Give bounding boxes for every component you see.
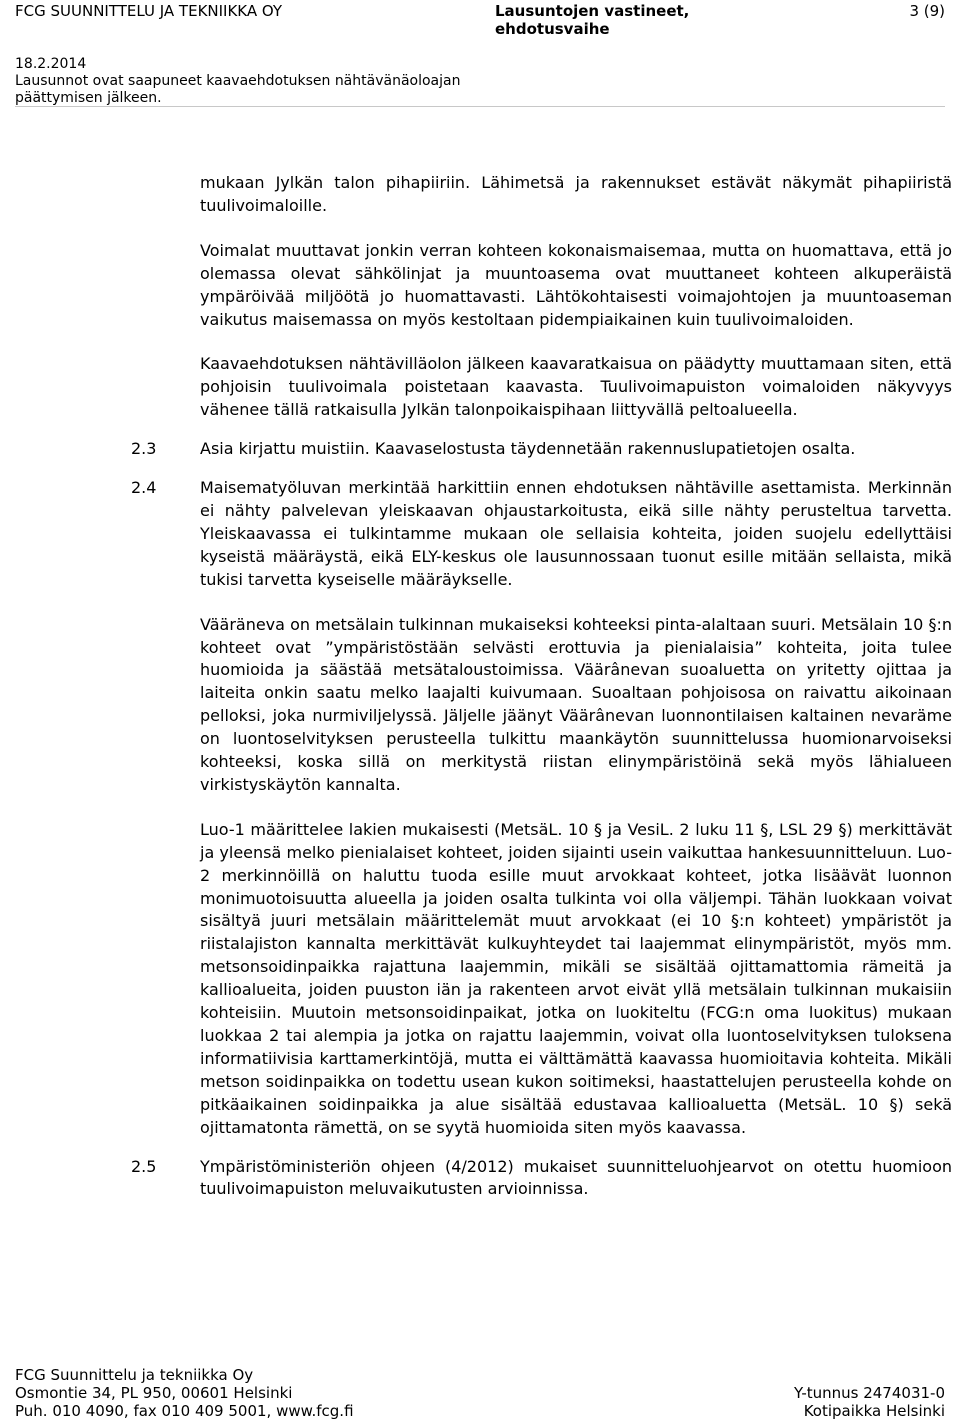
footer-contact: Puh. 010 4090, fax 010 409 5001, www.fcg.fi [15,1402,354,1420]
page-footer [15,1366,945,1420]
footer-company: FCG Suunnittelu ja tekniikka Oy [15,1366,254,1384]
header-note: Lausunnot ovat saapuneet kaavaehdotuksen nähtävänäoloajan päättymisen jälkeen. [15,73,461,106]
paragraph: Vääräneva on metsälain tulkinnan mukaiseksi kohteeksi pinta-alaltaan suuri. Metsälain 10 §:n kohteet ovat ”ympäristöstään selvästi erottuvia ja pienialaisia” kohteita, joita tulee huomioida ja säästää metsätaloustoimissa. Väärânevan suoaluetta on yritetty ojittaa ja laiteita onkin saatu melko laajalti kuivumaan. Suoaltaan pohjoisosa on raivattu aikoinaan pelloksi, joka nurmiviljelyssä. Jäljelle jäänyt Väärânevan luonnontilaisen kaltainen nevaräme on luontoselvityksen perusteella tulkittu maankäytön suunnittelussa huomionarvoiseksi kohteeksi, koska sillä on merkitystä riistan elinympäristöinä sekä myös lähialueen virkistyskäytön kannalta. [200,614,952,794]
section-number: 2.5 [131,1156,157,1176]
footer-domicile: Kotipaikka Helsinki [803,1402,945,1420]
section-number: 2.3 [131,439,157,459]
paragraph: Maisematyöluvan merkintää harkittiin ennen ehdotuksen nähtäville asettamista. Merkinnän ei nähty palvelevan yleiskaavan ohjaustarkoitusta, eikä sille nähty perusteltua tarvetta. Yleiskaavassa ei tulkintamme mukaan ole sellaisia kohteita, joiden suojelu edellyttäisi kyseistä määräystä, eikä ELY-keskus ole lausunnossaan tuonut esille mitään sellaista, mikä tukisi tarvetta kyseiselle määräykselle. [200,478,952,589]
paragraph: Kaavaehdotuksen nähtävilläolon jälkeen kaavaratkaisua on päädytty muuttamaan siten, että pohjoisin tuulivoimala poistetaan kaavasta. Tuulivoimapuiston voimaloiden näkyvyys vähenee tällä ratkaisulla Jylkän talonpoikaispihaan liittyvällä peltoalueella. [200,354,952,420]
footer-business-id: Y-tunnus 2474031-0 [793,1384,945,1402]
header-divider [15,106,945,107]
paragraph: Asia kirjattu muistiin. Kaavaselostusta täydennetään rakennuslupatietojen osalta. [200,439,856,459]
section-2-5 [0,1156,960,1202]
document-body [0,172,960,1201]
section-number: 2.4 [131,478,157,498]
page-header [15,0,945,106]
section-2-3 [0,438,960,461]
header-company: FCG SUUNNITTELU JA TEKNIIKKA OY [15,2,283,20]
section-2-4 [0,477,960,1139]
header-page-number: 3 (9) [909,2,945,20]
header-document-title: Lausuntojen vastineet, ehdotusvaihe [495,2,690,38]
paragraph: mukaan Jylkän talon pihapiiriin. Lähimetsä ja rakennukset estävät näkymät pihapiiristä tuulivoimaloille. [200,173,952,215]
paragraph: Luo-1 määrittelee lakien mukaisesti (MetsäL. 10 § ja VesiL. 2 luku 11 §, LSL 29 §) merkittävät ja yleensä melko pienialaiset kohteet, joiden sijainti usein vaikuttaa hankesuunnitteluun. Luo-2 merkinnöillä on haluttu tuoda esille muut arvokkaat kohteet, jotka lisäävät luonnon monimuotoisuutta alueella ja joiden osalta tulkinta voi olla väljempi. Tähän luokkaan voivat sisältyä juuri metsälain määrittelemät muut arvokkaat (ei 10 §:n kohteet) ympäristöt ja riistalajiston kannalta merkittävät kulkuyhteydet tai laajemmat elinympäristöt, myös mm. metsonsoidinpaikka rajattuna laajemmin, mikäli se sisältää ojittamattomia rämeitä ja kallioalueita, joiden puuston iän ja rakenteen arvot eivät yllä metsälain tulkinnan mukaisiin kohteisiin. Muutoin metsonsoidinpaikat, jotka on luokiteltu (FCG:n oma luokitus) mukaan luokkaa 2 tai alempia ja jotka on rajattu laajemmin, voivat olla luontoselvityksen tuloksena informatiivisia karttamerkintöjä, mutta ei välttämättä kaavassa huomioitavia kohteita. Mikäli metson soidinpaikka on todettu usean kukon soitimeksi, haastattelujen perusteella kohde on pitkäaikainen soidinpaikka ja alue sisältää edustavaa kallioaluetta (MetsäL. 10 §) sekä ojittamatonta rämettä, on se syytä huomioida siten myös kaavassa. [200,819,952,1137]
footer-address: Osmontie 34, PL 950, 00601 Helsinki [15,1384,293,1402]
paragraph: Voimalat muuttavat jonkin verran kohteen kokonaismaisemaa, mutta on huomattava, että jo olemassa olevat sähkölinjat ja muuntoasema ovat muuttaneet kohteen alkuperäistä ympäröivää miljöötä jo huomattavasti. Lähtökohtaisesti voimajohtojen ja muuntoaseman vaikutus maisemassa on myös kestoltaan pidempiaikainen kuin tuulivoimaloiden. [200,240,952,329]
header-date: 18.2.2014 [15,56,87,72]
paragraph: Ympäristöministeriön ohjeen (4/2012) mukaiset suunnitteluohjearvot on otettu huomioon tuulivoimapuiston meluvaikutusten arvioinnissa. [200,1156,952,1199]
